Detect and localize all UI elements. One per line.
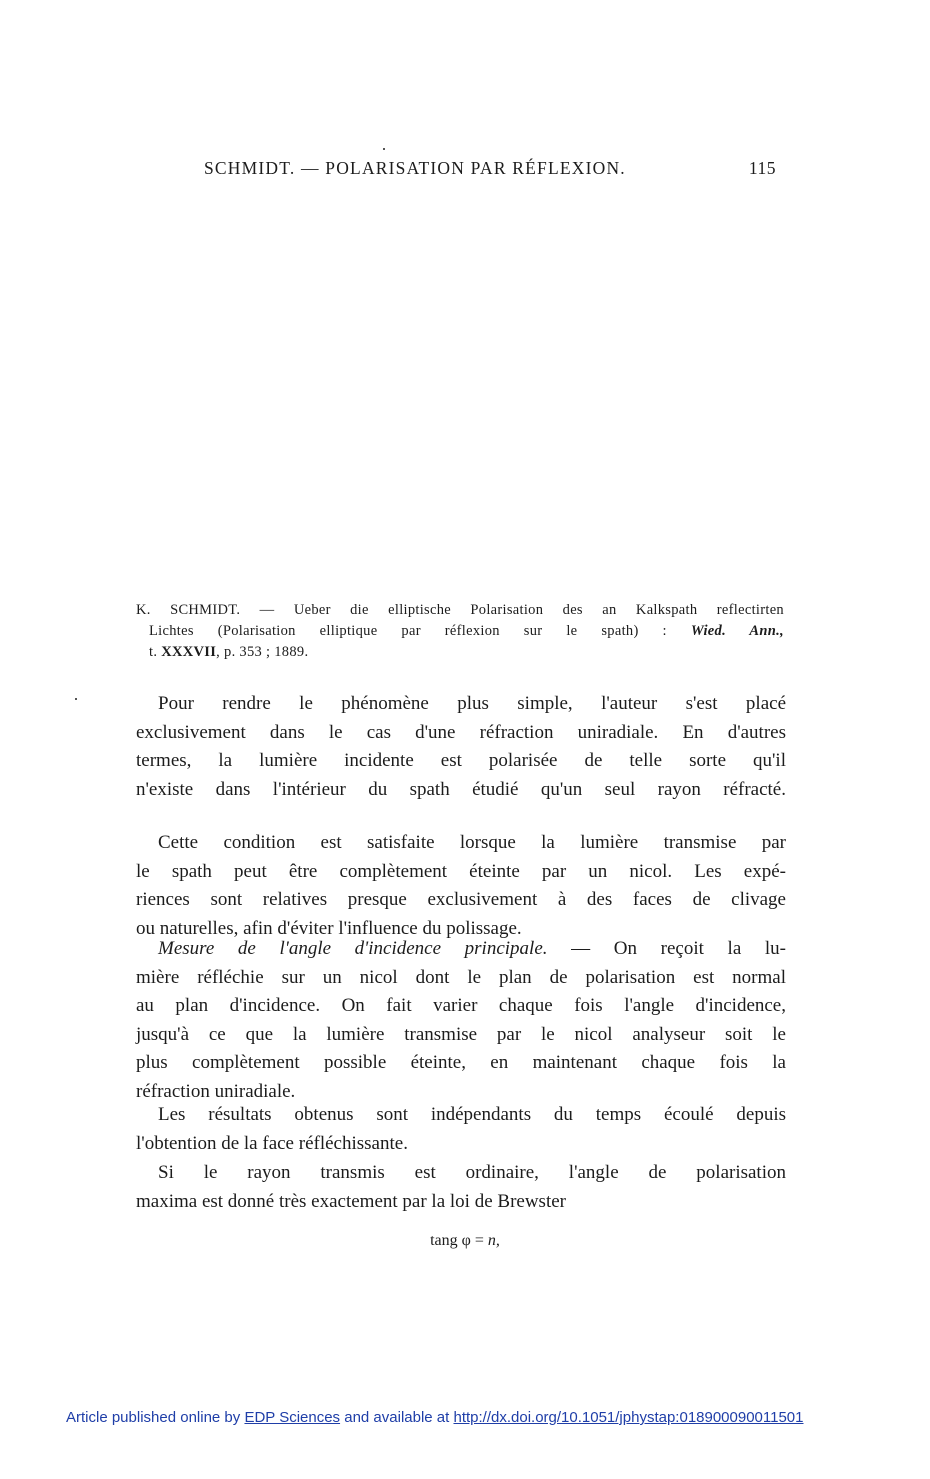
scan-speck bbox=[383, 148, 385, 150]
paragraph-3 bbox=[136, 935, 786, 1106]
reference-title-part-1: — Ueber die elliptische Polarisation des an Kalkspath reflectirten bbox=[240, 602, 784, 618]
paragraph-line: le spath peut être complètement éteinte par un nicol. Les expé- bbox=[136, 860, 786, 882]
section-heading: Mesure de l'angle d'incidence principale. bbox=[158, 938, 548, 959]
paragraph-line: Si le rayon transmis est ordinaire, l'angle de polarisation bbox=[158, 1162, 786, 1183]
paragraph-line: n'existe dans l'intérieur du spath étudié qu'un seul rayon réfracté. bbox=[136, 778, 786, 800]
paragraph-2 bbox=[136, 829, 786, 943]
paragraph-line: ou naturelles, afin d'éviter l'influence du polissage. bbox=[136, 917, 522, 939]
paragraph-line: au plan d'incidence. On fait varier chaque fois l'angle d'incidence, bbox=[136, 995, 786, 1016]
running-title: SCHMIDT. — POLARISATION PAR RÉFLEXION. bbox=[204, 158, 626, 178]
reference-line-1 bbox=[136, 600, 784, 621]
paragraph-line: termes, la lumière incidente est polarisée de telle sorte qu'il bbox=[136, 750, 786, 771]
publication-footer bbox=[66, 1409, 866, 1426]
paragraph-line: maxima est donné très exactement par la loi de Brewster bbox=[136, 1190, 566, 1212]
reference-journal: Wied. Ann., bbox=[690, 623, 784, 639]
paragraph-4 bbox=[136, 1101, 786, 1158]
reference-line-3 bbox=[136, 642, 784, 663]
brewster-formula bbox=[0, 1232, 930, 1250]
paragraph-1 bbox=[136, 690, 786, 804]
scan-speck bbox=[75, 698, 77, 700]
reference-volume-prefix: t. bbox=[149, 644, 162, 660]
paragraph-line: plus complètement possible éteinte, en maintenant chaque fois la bbox=[136, 1052, 786, 1073]
page-number: 115 bbox=[748, 158, 776, 178]
reference-title-part-2: Lichtes (Polarisation elliptique par réflexion sur le spath) : bbox=[149, 623, 691, 639]
formula-lhs: tang φ = bbox=[430, 1232, 488, 1249]
reference-volume: XXXVII bbox=[161, 644, 217, 660]
paragraph-line: exclusivement dans le cas d'une réfraction uniradiale. En d'autres bbox=[136, 721, 786, 743]
reference-volume-rest: , p. 353 ; 1889. bbox=[216, 644, 309, 660]
doi-link[interactable]: http://dx.doi.org/10.1051/jphystap:018900090011501 bbox=[453, 1409, 804, 1426]
reference-author: K. SCHMIDT. bbox=[136, 602, 241, 618]
bibliographic-reference bbox=[136, 600, 784, 663]
paragraph-line: jusqu'à ce que la lumière transmise par le nicol analyseur soit le bbox=[136, 1023, 786, 1045]
publisher-link[interactable]: EDP Sciences bbox=[244, 1409, 341, 1426]
formula-rhs: n, bbox=[487, 1232, 500, 1249]
paragraph-line: riences sont relatives presque exclusivement à des faces de clivage bbox=[136, 889, 786, 910]
footer-middle: and available at bbox=[340, 1409, 454, 1426]
paragraph-line: mière réfléchie sur un nicol dont le plan de polarisation est normal bbox=[136, 966, 786, 988]
paragraph-line: réfraction uniradiale. bbox=[136, 1080, 296, 1102]
paragraph-line: Pour rendre le phénomène plus simple, l'auteur s'est placé bbox=[158, 693, 786, 714]
paragraph-line: Cette condition est satisfaite lorsque la lumière transmise par bbox=[158, 832, 786, 853]
paragraph-line: l'obtention de la face réfléchissante. bbox=[136, 1132, 408, 1154]
paragraph-line-rest: — On reçoit la lu- bbox=[547, 938, 786, 959]
paragraph-line bbox=[136, 935, 786, 964]
footer-prefix: Article published online by bbox=[66, 1409, 245, 1426]
reference-line-2 bbox=[136, 621, 784, 642]
paragraph-line: Les résultats obtenus sont indépendants du temps écoulé depuis bbox=[158, 1104, 786, 1125]
paragraph-5 bbox=[136, 1159, 786, 1216]
